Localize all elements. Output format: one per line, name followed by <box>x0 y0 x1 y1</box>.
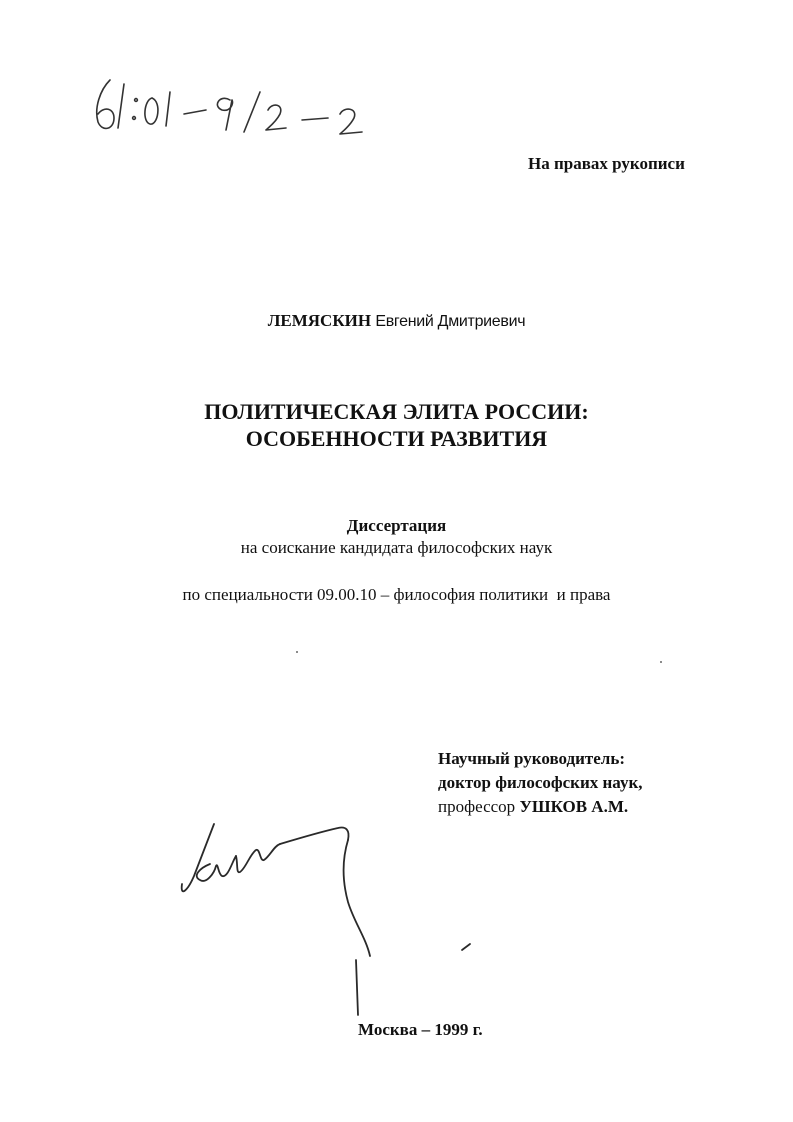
handwritten-archive-mark <box>88 70 388 150</box>
place-and-year: Москва – 1999 г. <box>358 1020 483 1039</box>
supervisor-name: УШКОВ А.М. <box>519 797 629 816</box>
scan-speck <box>296 651 298 653</box>
work-type-purpose: на соискание кандидата философских наук <box>240 538 553 557</box>
dissertation-title <box>0 398 793 452</box>
supervisor-degree: доктор философских наук, <box>438 773 643 792</box>
supervisor-label: Научный руководитель: <box>438 749 625 768</box>
handwritten-signature <box>170 810 510 1030</box>
work-type-block <box>0 515 793 559</box>
rights-notice: На правах рукописи <box>528 154 685 173</box>
author-line <box>0 311 793 331</box>
specialty-line: по специальности 09.00.10 – философия политики и права <box>182 585 611 604</box>
title-line-2: ОСОБЕННОСТИ РАЗВИТИЯ <box>245 426 548 451</box>
scan-speck <box>660 661 662 663</box>
title-line-1: ПОЛИТИЧЕСКАЯ ЭЛИТА РОССИИ: <box>204 399 589 424</box>
work-type-label: Диссертация <box>346 516 447 535</box>
supervisor-title-prefix: профессор <box>438 797 516 816</box>
author-given-names: Евгений Дмитриевич <box>375 313 526 330</box>
supervisor-block <box>438 747 643 819</box>
author-surname: ЛЕМЯСКИН <box>267 311 372 330</box>
